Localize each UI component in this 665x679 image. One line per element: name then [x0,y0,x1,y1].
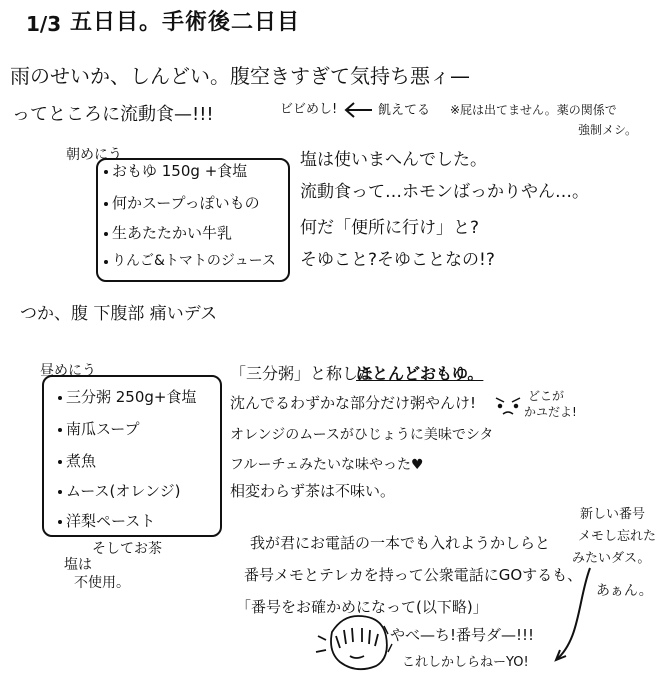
bullet-icon [58,170,108,524]
phone-line-1: 我が君にお電話の一本でも入れようかしらと [250,534,551,552]
breakfast-comment: 何だ「便所に行け」と? [300,218,480,238]
note-aside-2: 強制メシ。 [578,123,638,137]
side-note-4: あぁん。 [596,583,653,599]
lunch-salt: 塩は [64,557,92,573]
breakfast-label: 朝めにう [66,147,122,163]
breakfast-item: 何かスープっぽいもの [112,194,260,212]
side-note-2: メモし忘れた [578,529,657,544]
phone-line-3: 「番号をお確かめになって(以下略)」 [236,598,488,616]
lunch-comment-4: フルーチェみたいな味やった♥ [230,457,424,473]
lunch-label: 昼めにう [40,363,96,379]
character-face-icon [316,616,387,669]
breakfast-item: りんご&トマトのジュース [112,253,276,269]
phone-shout-2: これしかしらねーYO! [402,655,529,670]
lunch-item: ムース(オレンジ) [66,482,181,500]
lunch-item: 三分粥 250g+食塩 [66,388,197,406]
side-note-1: 新しい番号 [580,507,646,522]
lunch-salt-2: 不使用。 [74,575,130,591]
page-title: 五日目。手術後二日目 [70,10,301,35]
breakfast-item: 生あたたかい牛乳 [112,224,233,242]
speed-lines-icon [384,626,392,652]
phone-line-2: 番号メモとテレカを持って公衆電話にGOするも、 [244,566,583,584]
lunch-comment-2-side: かユだよ! [524,405,577,419]
note-bibimeshi: ビビめし! [280,102,338,117]
lunch-comment-2-side: どこが [528,389,565,403]
lunch-item: 洋梨ペースト [66,512,156,530]
curved-arrow-icon [556,568,590,660]
phone-shout-1: やべ—ち!番号ダ—!!! [390,626,535,644]
lunch-comment-5: 相変わらず茶は不味い。 [230,482,396,500]
lunch-item: 南瓜スープ [66,420,140,438]
lunch-comment-1b: ほとんどおもゆ。 [356,364,484,383]
pain-note: つか、腹 下腹部 痛いデス [20,304,218,324]
lunch-comment-2: 沈んでるわずかな部分だけ粥やんけ! [230,394,477,412]
lunch-comment-1a: 「三分粥」と称した [230,364,375,383]
breakfast-item: おもゆ 150g +食塩 [112,162,248,180]
breakfast-comment: 流動食って…ホモンばっかりやん…。 [300,182,589,202]
arrow-left-icon [346,103,372,117]
lunch-item: 煮魚 [66,452,97,470]
intro-line-2: ってところに流動食—!!! [12,104,214,125]
breakfast-comment: 塩は使いまへんでした。 [300,150,487,170]
breakfast-comment: そゆこと?そゆことなの!? [300,250,495,270]
note-aside: ※屁は出てません。薬の関係で [450,103,617,117]
intro-line-1: 雨のせいか、しんどい。腹空きすぎて気持ち悪ィ— [10,64,470,88]
side-note-3: みたいダス。 [572,551,651,566]
lunch-after: そしてお茶 [92,541,162,557]
lunch-comment-3: オレンジのムースがひじょうに美味でシタ [230,427,494,443]
date: 1/3 [26,12,62,36]
angry-face-icon [496,398,520,414]
note-hungry: 飢えてる [378,103,431,118]
